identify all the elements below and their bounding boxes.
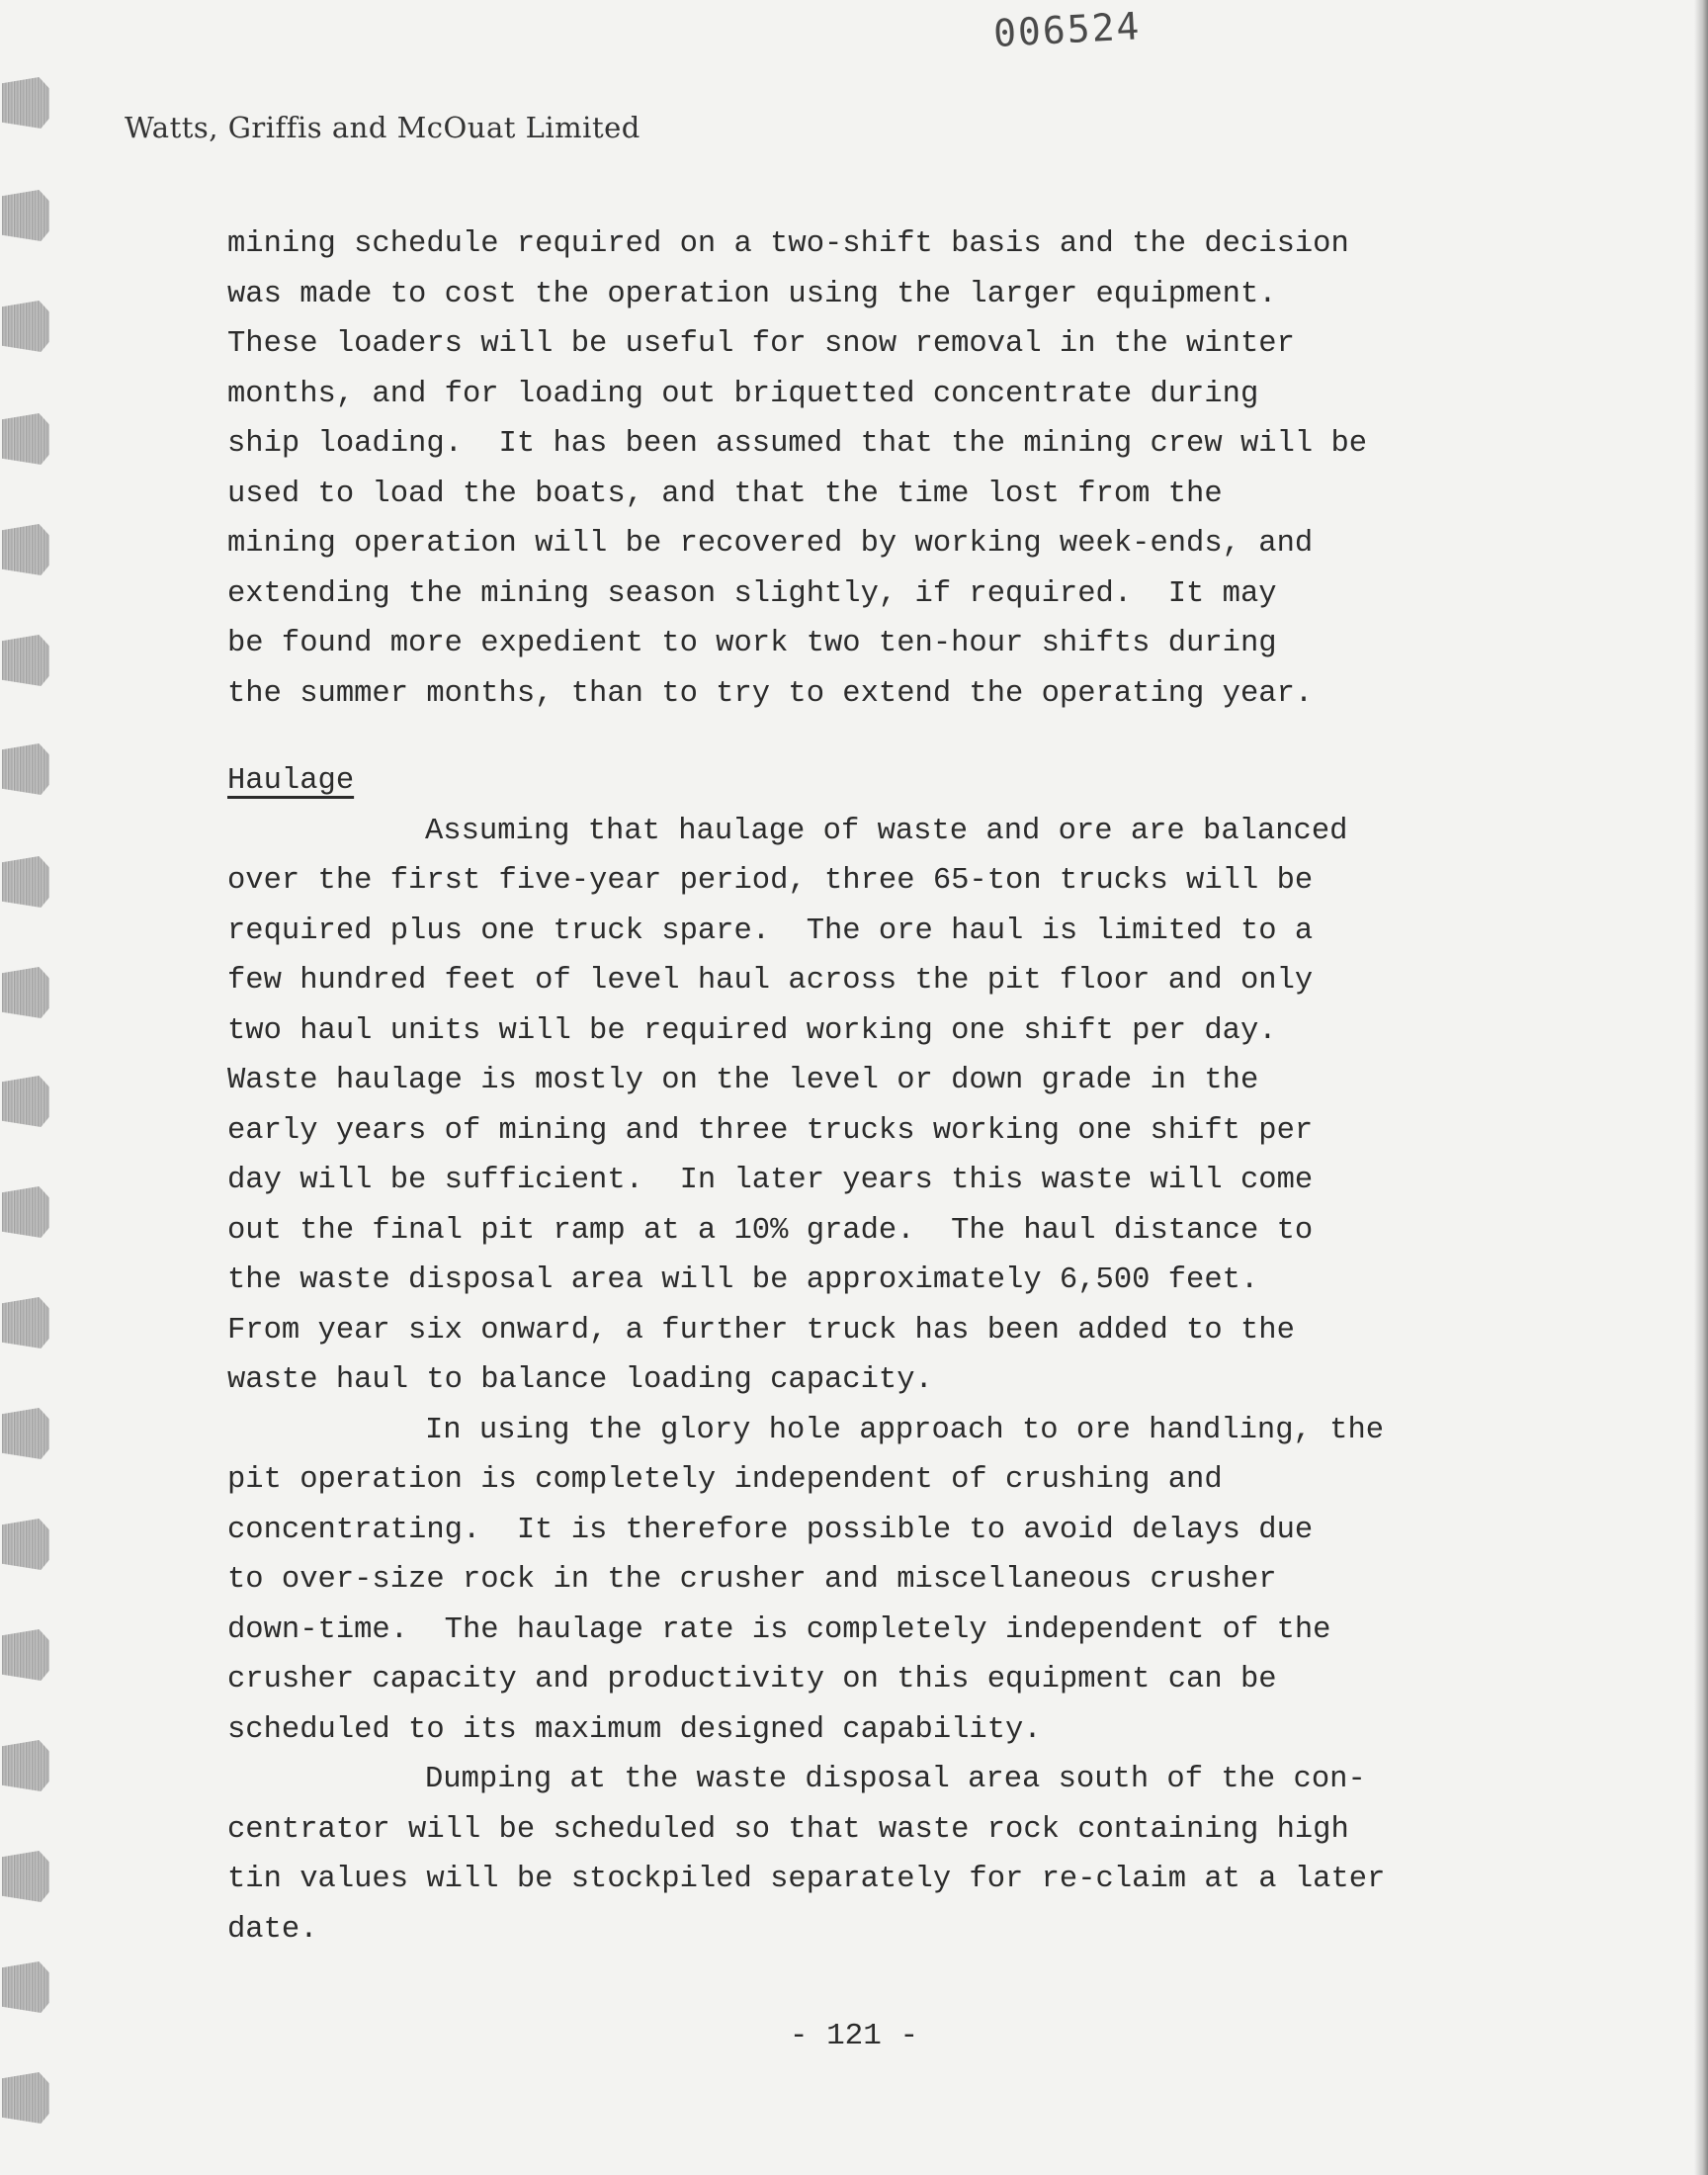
letterhead: Watts, Griffis and McOuat Limited bbox=[125, 111, 640, 144]
binding-ring bbox=[2, 635, 49, 686]
text-line: out the final pit ramp at a 10% grade. The haul distance to bbox=[227, 1213, 1314, 1248]
body-text bbox=[227, 219, 1552, 1955]
binding-ring bbox=[2, 2072, 49, 2124]
binding-ring bbox=[2, 743, 49, 795]
text-line: few hundred feet of level haul across the pit floor and only bbox=[227, 964, 1314, 998]
text-line: be found more expedient to work two ten-hour shifts during bbox=[227, 627, 1277, 660]
binding-ring bbox=[2, 1629, 49, 1681]
text-line: two haul units will be required working one shift per day. bbox=[227, 1013, 1277, 1048]
text-line: used to load the boats, and that the time lost from the bbox=[227, 477, 1223, 511]
binding-ring bbox=[2, 524, 49, 575]
text-line: down-time. The haulage rate is completely independent of the bbox=[227, 1612, 1331, 1647]
binding-ring bbox=[2, 77, 49, 129]
text-line: scheduled to its maximum designed capability. bbox=[227, 1712, 1042, 1747]
text-line: ship loading. It has been assumed that the mining crew will be bbox=[227, 427, 1368, 461]
text-line: waste haul to balance loading capacity. bbox=[227, 1363, 933, 1397]
document-number: 006524 bbox=[992, 4, 1143, 55]
text-line: concentrating. It is therefore possible to avoid delays due bbox=[227, 1513, 1314, 1547]
text-line: required plus one truck spare. The ore haul is limited to a bbox=[227, 914, 1314, 948]
text-line: These loaders will be useful for snow removal in the winter bbox=[227, 327, 1295, 361]
haulage-paragraph-2 bbox=[227, 1406, 1552, 1756]
text-line: tin values will be stockpiled separately for re-claim at a later bbox=[227, 1863, 1386, 1896]
text-line: pit operation is completely independent of crushing and bbox=[227, 1463, 1223, 1497]
text-line: centrator will be scheduled so that waste rock containing high bbox=[227, 1812, 1349, 1847]
binding-ring bbox=[2, 190, 49, 241]
binding-ring bbox=[2, 413, 49, 465]
text-line: From year six onward, a further truck has been added to the bbox=[227, 1313, 1295, 1348]
text-line: to over-size rock in the crusher and miscellaneous crusher bbox=[227, 1563, 1277, 1597]
binding-ring bbox=[2, 1851, 49, 1902]
section-heading-text: Haulage bbox=[227, 764, 355, 798]
text-line: months, and for loading out briquetted concentrate during bbox=[227, 377, 1259, 411]
text-line: the summer months, than to try to extend the operating year. bbox=[227, 676, 1314, 711]
text-line: early years of mining and three trucks working one shift per bbox=[227, 1113, 1314, 1148]
binding-ring bbox=[2, 1408, 49, 1459]
binding-ring bbox=[2, 1961, 49, 2013]
intro-paragraph bbox=[227, 219, 1552, 719]
binding-ring bbox=[2, 1076, 49, 1127]
text-line: mining schedule required on a two-shift basis and the decision bbox=[227, 227, 1349, 261]
text-line: over the first five-year period, three 65-ton trucks will be bbox=[227, 864, 1314, 898]
page-number: - 121 - bbox=[789, 2019, 919, 2053]
binding-ring bbox=[2, 1186, 49, 1238]
binding-ring bbox=[2, 301, 49, 352]
text-line: Assuming that haulage of waste and ore are balanced bbox=[425, 814, 1348, 848]
text-line: Dumping at the waste disposal area south of the con- bbox=[425, 1763, 1366, 1796]
text-line: crusher capacity and productivity on this equipment can be bbox=[227, 1663, 1277, 1696]
binding-ring bbox=[2, 1297, 49, 1348]
haulage-paragraph-1 bbox=[227, 807, 1552, 1406]
text-line: the waste disposal area will be approximately 6,500 feet. bbox=[227, 1263, 1259, 1297]
section-heading bbox=[227, 756, 1552, 807]
text-line: was made to cost the operation using the larger equipment. bbox=[227, 277, 1277, 311]
text-line: date. bbox=[227, 1912, 318, 1947]
text-line: extending the mining season slightly, if required. It may bbox=[227, 576, 1277, 611]
text-line: Waste haulage is mostly on the level or down grade in the bbox=[227, 1064, 1259, 1097]
paragraph-spacer bbox=[227, 719, 1552, 756]
spiral-binding bbox=[0, 0, 59, 2175]
haulage-paragraph-3 bbox=[227, 1755, 1552, 1955]
binding-ring bbox=[2, 967, 49, 1018]
binding-ring bbox=[2, 856, 49, 908]
binding-ring bbox=[2, 1519, 49, 1570]
text-line: mining operation will be recovered by working week-ends, and bbox=[227, 527, 1314, 561]
text-line: day will be sufficient. In later years this waste will come bbox=[227, 1164, 1314, 1197]
text-line: In using the glory hole approach to ore handling, the bbox=[425, 1413, 1385, 1447]
binding-ring bbox=[2, 1740, 49, 1791]
